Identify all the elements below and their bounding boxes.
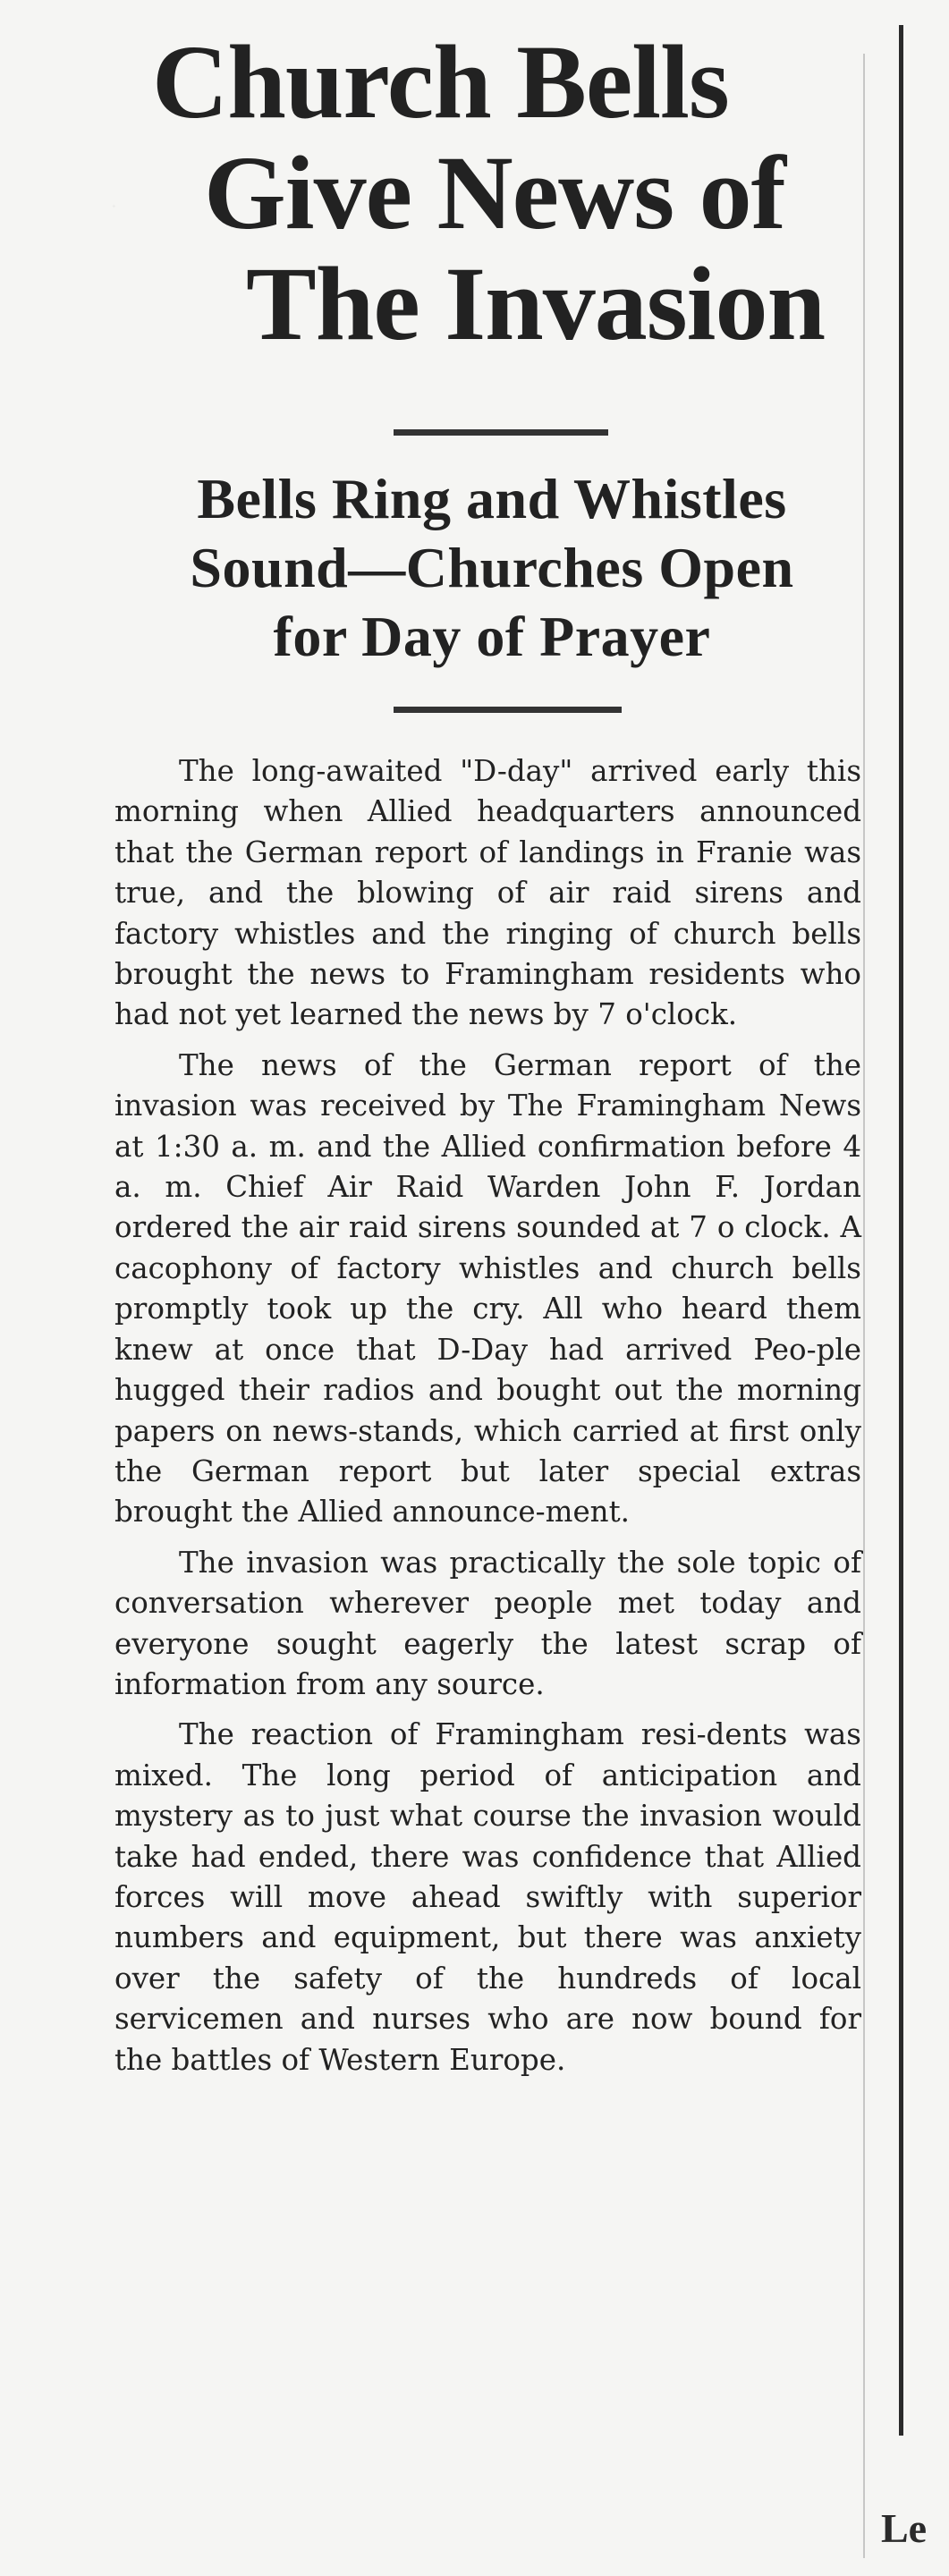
- column-rule: [899, 25, 903, 2436]
- article-paragraph-2: The news of the German report of the invasion was received by The Framingham News at 1:30 a. m. and the Allied confirmation before 4 a. m. Chief Air Raid Warden John F. Jordan ordered the air raid sirens sounded at 7 o clock. A cacophony of factory whistles and church bells promptly took up the cry. All who heard them knew at once that D-Day had arrived Peo-ple hugged their radios and bought out the morning papers on news-stands, which carried at first only the German report but later special extras brought the Allied announce-ment.: [114, 1047, 861, 1530]
- headline-line-1: Church Bells: [152, 23, 729, 140]
- adjacent-column-fragment: Le: [881, 2505, 928, 2551]
- subheadline-line-3: for Day of Prayer: [273, 604, 711, 668]
- subheadline-line-2: Sound—Churches Open: [190, 535, 794, 599]
- headline-line-3: The Invasion: [246, 244, 826, 362]
- subheadline: [98, 465, 885, 671]
- subheadline-divider: [394, 707, 622, 713]
- headline: [98, 23, 885, 362]
- headline-divider: [394, 429, 608, 436]
- headline-line-2: Give News of: [204, 133, 785, 251]
- article-body: [114, 751, 861, 2090]
- article-paragraph-1: The long-awaited "D-day" arrived early this morning when Allied headquarters announced that the German report of landings in Franie was true, and the blowing of air raid sirens and factory whistles and the ringing of church bells brought the news to Framingham residents who had not yet learned the news by 7 o'clock.: [114, 754, 861, 1032]
- article-paragraph-4: The reaction of Framingham resi-dents was mixed. The long period of anticipation and mystery as to just what course the invasion would take had ended, there was confidence that Allied forces will move ahead swiftly with superior numbers and equipment, but there was anxiety over the safety of the hundreds of local servicemen and nurses who are now bound for the battles of Western Europe.: [114, 1717, 861, 2077]
- article-paragraph-3: The invasion was practically the sole topic of conversation wherever people met today and everyone sought eagerly the latest scrap of information from any source.: [114, 1545, 861, 1701]
- subheadline-line-1: Bells Ring and Whistles: [197, 467, 787, 530]
- column-fold-line: [863, 54, 865, 2558]
